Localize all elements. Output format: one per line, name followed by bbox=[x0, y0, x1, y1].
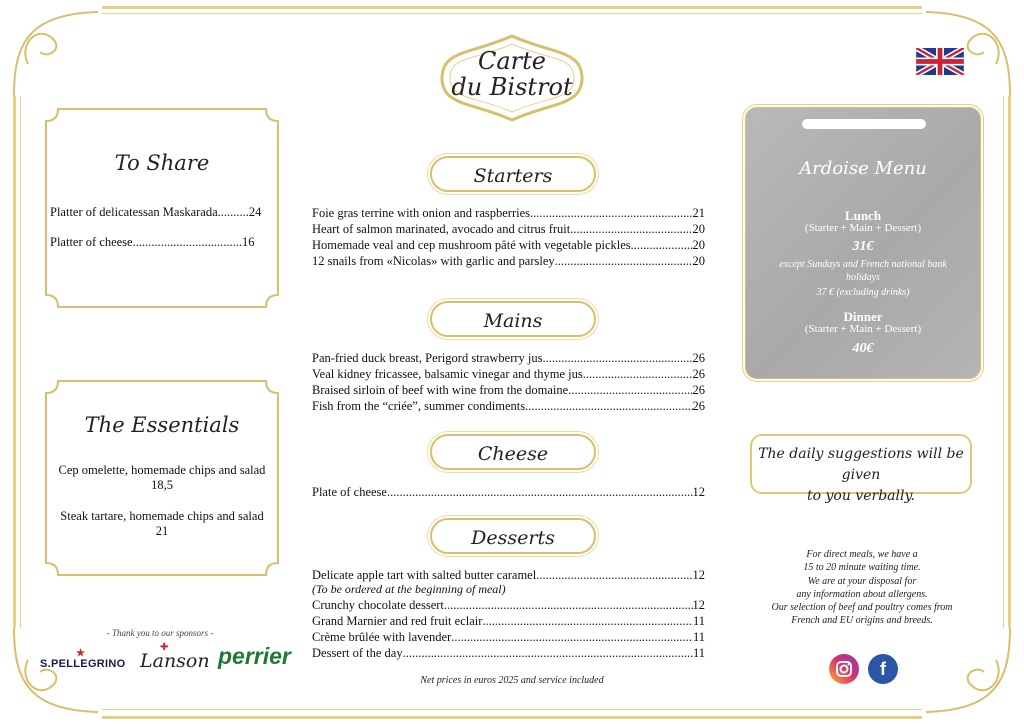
title-line-2: du Bistrot bbox=[451, 73, 573, 101]
menu-item: Foie gras terrine with onion and raspberries ..... 21 bbox=[312, 206, 705, 221]
page-title bbox=[422, 48, 602, 100]
lunch-note-1: except Sundays and French national bank bbox=[779, 259, 947, 270]
menu-item: Delicate apple tart with salted butter caramel ..... 12 bbox=[312, 568, 705, 583]
suggestions-line-1: The daily suggestions will be given bbox=[758, 446, 964, 483]
corner-ornament-br bbox=[920, 624, 1016, 720]
corner-ornament-tl bbox=[8, 4, 104, 100]
section-mains: Mains bbox=[430, 301, 596, 337]
menu-item: Crunchy chocolate dessert ..... 12 bbox=[312, 598, 705, 613]
to-share-box bbox=[44, 107, 280, 309]
list-item: Platter of cheese...................................16 bbox=[50, 235, 255, 249]
uk-flag-icon[interactable] bbox=[916, 48, 964, 75]
facebook-icon[interactable]: f bbox=[868, 654, 898, 684]
menu-item: Dessert of the day ..... 11 bbox=[312, 646, 705, 661]
ardoise-title: Ardoise Menu bbox=[799, 158, 927, 179]
essentials-title: The Essentials bbox=[84, 413, 240, 437]
menu-item: Plate of cheese ..... 12 bbox=[312, 485, 705, 500]
corner-ornament-bl bbox=[8, 624, 104, 720]
essentials-box bbox=[44, 379, 280, 577]
title-cartouche bbox=[422, 30, 602, 126]
sponsor-logo-perrier: perrier bbox=[218, 643, 291, 669]
dinner-label: Dinner bbox=[843, 309, 883, 324]
lunch-note-3: 37 € (excluding drinks) bbox=[816, 287, 910, 298]
net-prices-note: Net prices in euros 2025 and service included bbox=[420, 675, 604, 686]
instagram-icon[interactable] bbox=[829, 654, 859, 684]
daily-suggestions-box bbox=[750, 434, 972, 504]
menu-item: Heart of salmon marinated, avocado and citrus fruit ..... 20 bbox=[312, 222, 705, 237]
menu-item: Homemade veal and cep mushroom pâté with vegetable pickles ..... 20 bbox=[312, 238, 705, 253]
allergen-info: For direct meals, we have a 15 to 20 minute waiting time. We are at your disposal for any information about allergens. Our selection of beef and poultry comes from French and EU origins and breeds. bbox=[771, 549, 953, 627]
sponsor-logo-pellegrino: ★ S.PELLEGRINO bbox=[40, 648, 126, 670]
menu-item: Pan-fried duck breast, Perigord strawberry jus ..... 26 bbox=[312, 351, 705, 366]
menu-item: Fish from the “criée”, summer condiments ..... 26 bbox=[312, 399, 705, 414]
list-item: Steak tartare, homemade chips and salad 21 bbox=[60, 509, 264, 538]
board-hanger-slot bbox=[802, 119, 926, 129]
dinner-formula: (Starter + Main + Dessert) bbox=[804, 323, 922, 335]
lunch-price: 31€ bbox=[852, 239, 874, 254]
to-share-title: To Share bbox=[114, 151, 210, 175]
menu-item: 12 snails from «Nicolas» with garlic and parsley ..... 20 bbox=[312, 254, 705, 269]
title-line-1: Carte bbox=[478, 47, 546, 75]
lunch-label: Lunch bbox=[844, 208, 882, 223]
sponsors-label: - Thank you to our sponsors - bbox=[106, 628, 214, 638]
lunch-note-2: holidays bbox=[846, 272, 880, 283]
menu-item: Veal kidney fricassee, balsamic vinegar and thyme jus ..... 26 bbox=[312, 367, 705, 382]
list-item: Cep omelette, homemade chips and salad 18,5 bbox=[58, 463, 266, 492]
menu-item: Crème brûlée with lavender ..... 11 bbox=[312, 630, 705, 645]
list-item: Platter of delicatessan Maskarada..........24 bbox=[50, 205, 262, 219]
menu-item: Grand Marnier and red fruit eclair ..... 11 bbox=[312, 614, 705, 629]
ardoise-menu-board bbox=[745, 107, 981, 379]
section-cheese: Cheese bbox=[430, 434, 596, 470]
menu-item: Braised sirloin of beef with wine from the domaine ..... 26 bbox=[312, 383, 705, 398]
suggestions-line-2: to you verbally. bbox=[807, 488, 915, 504]
lunch-formula: (Starter + Main + Dessert) bbox=[804, 222, 922, 234]
section-desserts: Desserts bbox=[430, 518, 596, 554]
dinner-price: 40€ bbox=[852, 341, 874, 356]
dessert-note: (To be ordered at the beginning of meal) bbox=[312, 582, 506, 596]
sponsor-logo-lanson: ✚ Lanson bbox=[140, 642, 210, 672]
section-starters: Starters bbox=[430, 156, 596, 192]
